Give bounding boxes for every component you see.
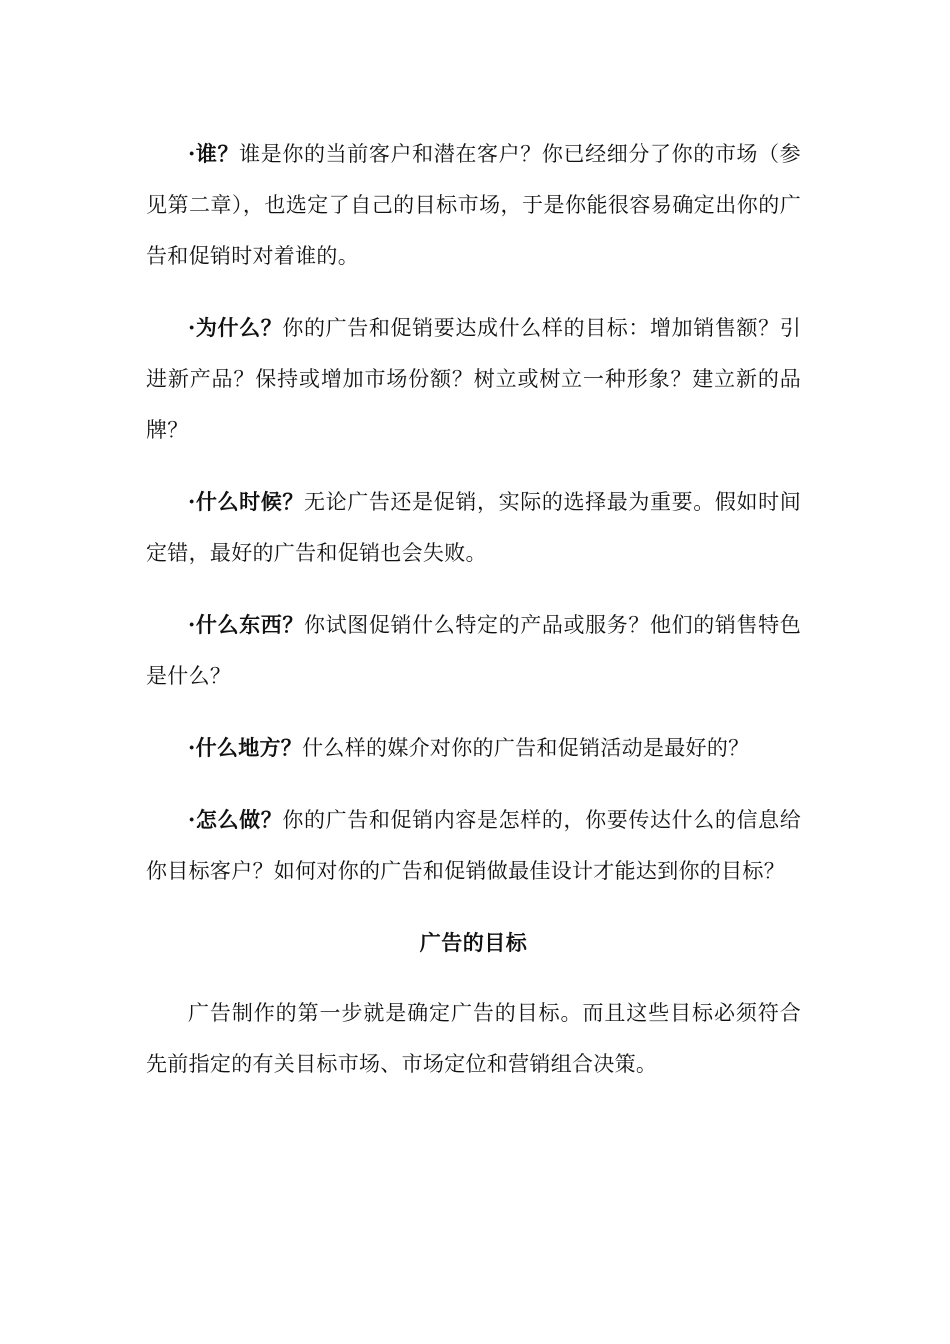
question-why-lead: ·为什么？	[188, 315, 283, 340]
section-body: 广告制作的第一步就是确定广告的目标。而且这些目标必须符合先前指定的有关目标市场、市场定位和营销组合决策。	[146, 1001, 801, 1076]
question-where-lead: ·什么地方？	[188, 735, 303, 760]
question-what-text: 你试图促销什么特定的产品或服务？他们的销售特色是什么？	[146, 613, 801, 688]
question-when-lead: ·什么时候？	[188, 489, 305, 514]
question-who-text: 谁是你的当前客户和潜在客户？你已经细分了你的市场（参见第二章），也选定了自己的目标市场，于是你能很容易确定出你的广告和促销时对着谁的。	[146, 142, 801, 268]
question-where-text: 什么样的媒介对你的广告和促销活动是最好的？	[302, 736, 750, 760]
question-who-lead: ·谁？	[188, 141, 240, 166]
question-what-lead: ·什么东西？	[188, 612, 305, 637]
question-what	[146, 599, 801, 702]
question-when-text: 无论广告还是促销，实际的选择最为重要。假如时间定错，最好的广告和促销也会失败。	[146, 490, 801, 565]
question-how-lead: ·怎么做？	[188, 807, 283, 832]
document-body	[146, 128, 801, 1110]
question-why-text: 你的广告和促销要达成什么样的目标：增加销售额？引进新产品？保持或增加市场份额？树立或树立一种形象？建立新的品牌？	[146, 316, 801, 442]
section-heading: 广告的目标	[419, 930, 528, 955]
question-how	[146, 794, 801, 897]
question-when	[146, 476, 801, 579]
question-who	[146, 128, 801, 282]
question-how-text: 你的广告和促销内容是怎样的，你要传达什么的信息给你目标客户？如何对你的广告和促销做最佳设计才能达到你的目标？	[146, 808, 801, 883]
question-where	[146, 722, 801, 774]
question-why	[146, 302, 801, 456]
